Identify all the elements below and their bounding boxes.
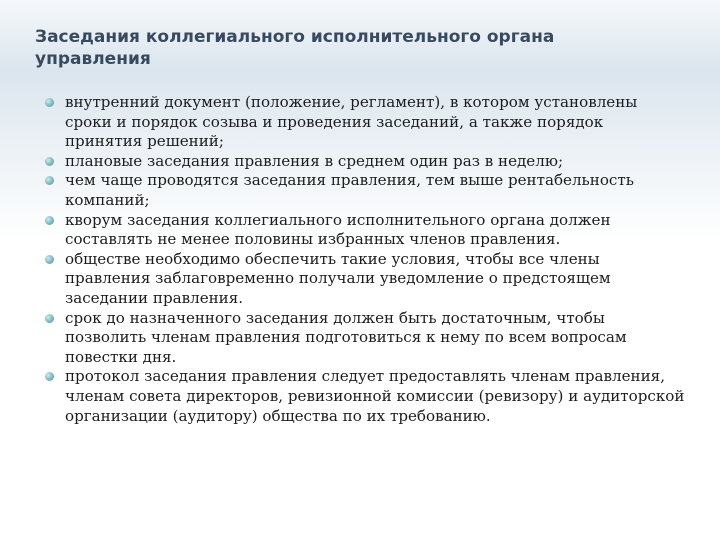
list-item [45,93,685,152]
bullet-list [45,93,685,426]
slide-title: Заседания коллегиального исполнительного органа управления [35,27,555,69]
list-item [45,211,685,250]
bullet-icon [45,372,54,381]
bullet-text: кворум заседания коллегиального исполнительного органа должен составлять не менее половины избранных членов правления. [65,210,611,249]
bullet-icon [45,157,54,166]
bullet-text: срок до назначенного заседания должен быть достаточным, чтобы позволить членам правления подготовиться к нему по всем вопросам повестки дня. [65,308,627,366]
bullet-icon [45,314,54,323]
list-item [45,309,685,368]
bullet-icon [45,255,54,264]
list-item [45,152,685,172]
bullet-icon [45,216,54,225]
bullet-icon [45,98,54,107]
list-item [45,171,685,210]
list-item [45,250,685,309]
list-item [45,367,685,426]
bullet-text: плановые заседания правления в среднем один раз в неделю; [65,151,564,170]
bullet-text: протокол заседания правления следует предоставлять членам правления, членам совета директоров, ревизионной комиссии (ревизору) и аудиторской организации (аудитору) общества по их требованию. [65,367,685,425]
bullet-text: внутренний документ (положение, регламент), в котором установлены сроки и порядок созыва и проведения заседаний, а также порядок принятия решений; [65,93,638,151]
bullet-text: чем чаще проводятся заседания правления, тем выше рентабельность компаний; [65,171,634,209]
bullet-icon [45,176,54,185]
bullet-text: обществе необходимо обеспечить такие условия, чтобы все члены правления заблаговременно получали уведомление о предстоящем заседании правления. [65,249,611,307]
